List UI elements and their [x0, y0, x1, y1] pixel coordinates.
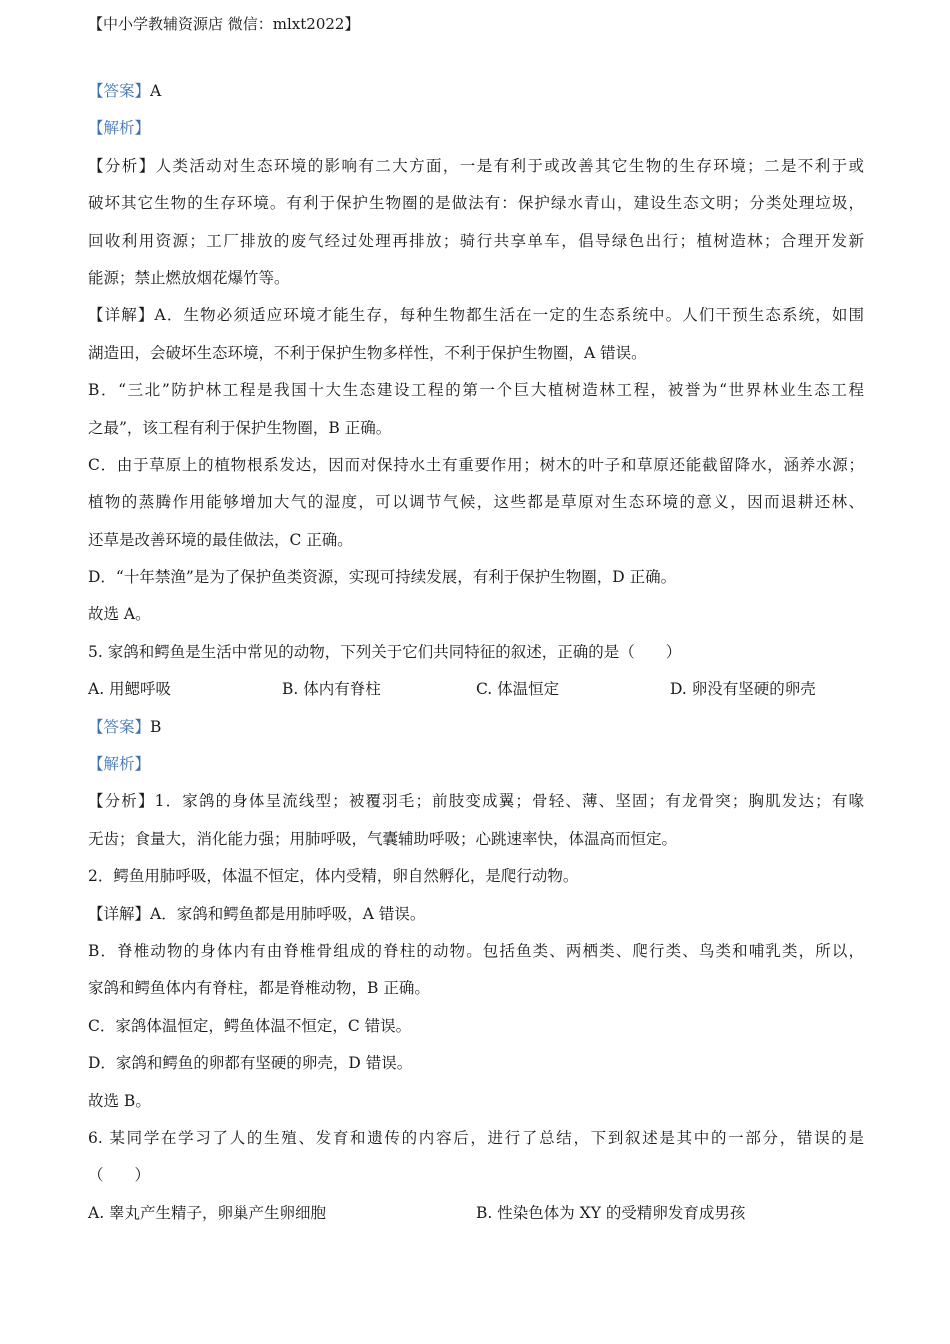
q4-fenxi-line: 能源；禁止燃放烟花爆竹等。 — [88, 268, 290, 287]
q4-xiangjie-line: 还草是改善环境的最佳做法，C 正确。 — [88, 530, 353, 549]
q5-analysis-line: D．家鸽和鳄鱼的卵都有坚硬的卵壳，D 错误。 — [88, 1054, 413, 1073]
answer-tag: 【答案】 — [88, 82, 151, 100]
q5-analysis-line: B．脊椎动物的身体内有由脊椎骨组成的脊柱的动物。包括鱼类、两栖类、爬行类、鸟类和哺乳类，所以， — [88, 941, 864, 960]
q4-fenxi-line: 【分析】人类活动对生态环境的影响有二大方面，一是有利于或改善其它生物的生存环境；二是不利于或 — [88, 156, 864, 175]
q5-option-b: B. 体内有脊柱 — [282, 680, 381, 699]
q4-answer-value: A — [150, 82, 162, 100]
q4-xiangjie-line: 湖造田，会破坏生态环境，不利于保护生物多样性，不利于保护生物圈，A 错误。 — [88, 343, 647, 362]
answer-tag: 【答案】 — [88, 717, 151, 736]
q6-option-b: B. 性染色体为 XY 的受精卵发育成男孩 — [476, 1203, 746, 1222]
q5-analysis-line: 家鸽和鳄鱼体内有脊柱，都是脊椎动物，B 正确。 — [88, 979, 430, 998]
q4-xiangjie-line: 故选 A。 — [88, 605, 151, 624]
q5-answer-value: B — [150, 717, 162, 736]
q5-option-c: C. 体温恒定 — [476, 680, 560, 699]
q5-analysis-line: 无齿；食量大，消化能力强；用肺呼吸，气囊辅助呼吸；心跳速率快，体温高而恒定。 — [88, 829, 678, 848]
q5-analysis-line: 故选 B。 — [88, 1091, 151, 1110]
q6-options — [88, 1201, 864, 1238]
q4-fenxi-line: 破坏其它生物的生存环境。有利于保护生物圈的是做法有：保护绿水青山，建设生态文明；分类处理垃圾， — [88, 194, 864, 213]
document-body — [88, 79, 864, 1238]
q6-option-a: A. 睾丸产生精子，卵巢产生卵细胞 — [88, 1203, 327, 1222]
q4-xiangjie-line: B．“三北”防护林工程是我国十大生态建设工程的第一个巨大植树造林工程，被誉为“世界林业生态工程 — [88, 381, 864, 400]
q5-analysis-line: 2．鳄鱼用肺呼吸，体温不恒定，体内受精，卵自然孵化，是爬行动物。 — [88, 867, 579, 886]
q5-analysis-line: 【分析】1．家鸽的身体呈流线型；被覆羽毛；前肢变成翼；骨轻、薄、坚固；有龙骨突；胸肌发达；有喙 — [88, 792, 864, 811]
q4-xiangjie-line: 植物的蒸腾作用能够增加大气的湿度，可以调节气候，这些都是草原对生态环境的意义，因而退耕还林、 — [88, 493, 864, 512]
q4-xiangjie-line: 【详解】A．生物必须适应环境才能生存，每种生物都生活在一定的生态系统中。人们干预生态系统，如围 — [88, 306, 864, 325]
q6-stem-line: 6. 某同学在学习了人的生殖、发育和遗传的内容后，进行了总结，下到叙述是其中的一部分，错误的是 — [88, 1128, 864, 1147]
q5-stem: 5. 家鸽和鳄鱼是生活中常见的动物，下列关于它们共同特征的叙述，正确的是（ ） — [88, 642, 682, 661]
q5-option-a: A. 用鳃呼吸 — [88, 680, 172, 699]
q4-xiangjie-line: D．“十年禁渔”是为了保护鱼类资源，实现可持续发展，有利于保护生物圈，D 正确。 — [88, 568, 677, 587]
q4-xiangjie-line: 之最”，该工程有利于保护生物圈，B 正确。 — [88, 418, 392, 437]
page-header: 【中小学教辅资源店 微信：mlxt2022】 — [88, 15, 360, 33]
q4-answer-line — [88, 79, 864, 116]
q5-analysis-line: 【详解】A．家鸽和鳄鱼都是用肺呼吸，A 错误。 — [88, 904, 426, 923]
q5-option-d: D. 卵没有坚硬的卵壳 — [670, 680, 816, 699]
q4-analysis-tag: 【解析】 — [88, 119, 151, 138]
q5-analysis-line: C．家鸽体温恒定，鳄鱼体温不恒定，C 错误。 — [88, 1016, 412, 1035]
q4-xiangjie-line: C．由于草原上的植物根系发达，因而对保持水土有重要作用；树木的叶子和草原还能截留降水，涵养水源； — [88, 455, 864, 474]
q5-options — [88, 677, 864, 714]
q5-analysis-tag: 【解析】 — [88, 755, 151, 774]
q4-fenxi-line: 回收利用资源；工厂排放的废气经过处理再排放；骑行共享单车，倡导绿色出行；植树造林；合理开发新 — [88, 231, 864, 250]
q6-stem-line: （ ） — [88, 1166, 151, 1185]
q5-answer-line — [88, 715, 864, 752]
